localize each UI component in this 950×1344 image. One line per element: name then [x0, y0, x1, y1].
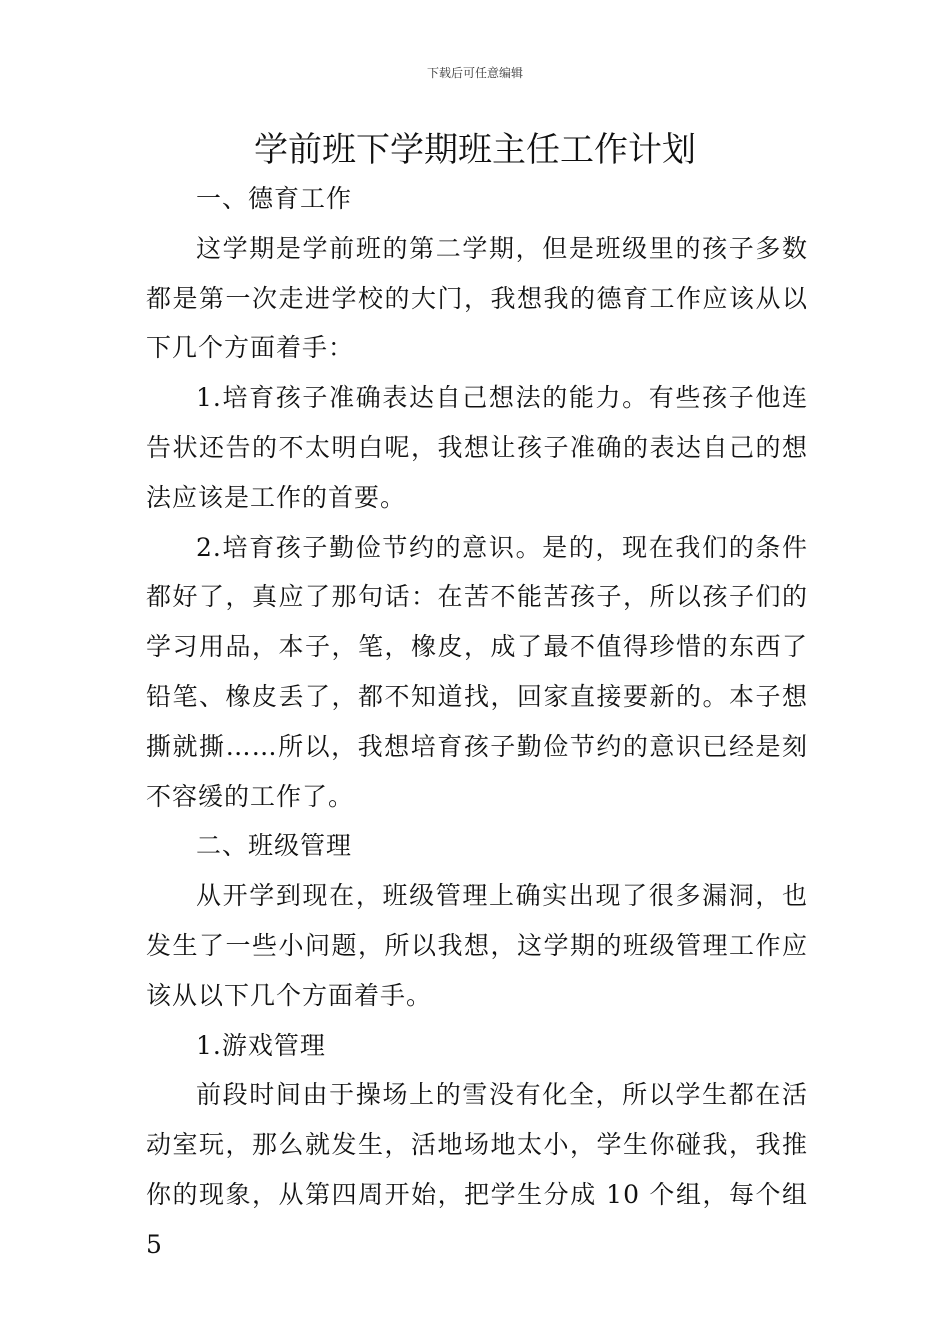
paragraph: 前段时间由于操场上的雪没有化全，所以学生都在活动室玩，那么就发生，活地场地太小，学生你碰我，我推你的现象，从第四周开始，把学生分成 10 个组，每个组 5: [146, 1080, 808, 1259]
document-body: [146, 174, 808, 1270]
paragraph: 这学期是学前班的第二学期，但是班级里的孩子多数都是第一次走进学校的大门，我想我的德育工作应该从以下几个方面着手：: [146, 233, 808, 363]
paragraph: 2.培育孩子勤俭节约的意识。是的，现在我们的条件都好了，真应了那句话：在苦不能苦孩子，所以孩子们的学习用品，本子，笔，橡皮，成了最不值得珍惜的东西了铅笔、橡皮丢了，都不知道找，回家直接要新的。本子想撕就撕……所以，我想培育孩子勤俭节约的意识已经是刻不容缓的工作了。: [146, 532, 808, 811]
paragraph: 1.培育孩子准确表达自己想法的能力。有些孩子他连告状还告的不太明白呢，我想让孩子准确的表达自己的想法应该是工作的首要。: [146, 383, 808, 512]
document-title: 学前班下学期班主任工作计划: [254, 130, 696, 170]
header-note: 下载后可任意编辑: [426, 66, 523, 80]
paragraph: 从开学到现在，班级管理上确实出现了很多漏洞，也发生了一些小问题，所以我想，这学期的班级管理工作应该从以下几个方面着手。: [146, 881, 808, 1010]
section-heading-class-management: 二、班级管理: [196, 831, 353, 861]
section-heading-moral-education: 一、德育工作: [196, 184, 353, 213]
subheading-game-management: 1.游戏管理: [196, 1030, 326, 1060]
